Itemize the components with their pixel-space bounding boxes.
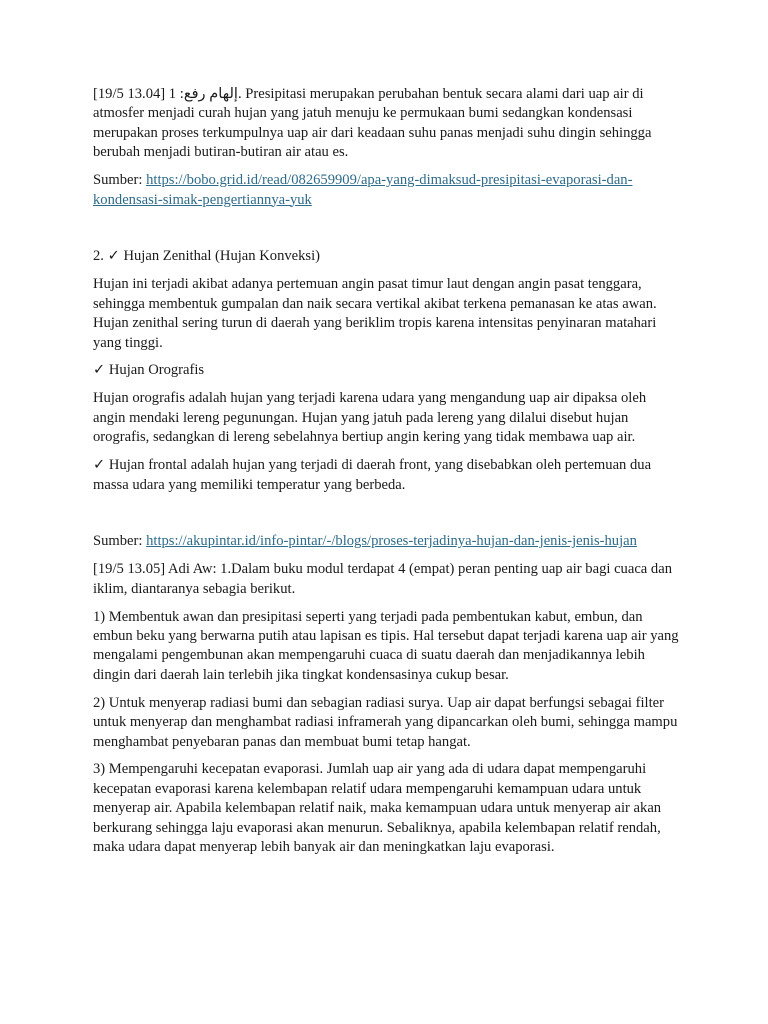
source-line-1 [93, 171, 681, 210]
blank-line [93, 218, 681, 247]
list-item-3: 3) Mempengaruhi kecepatan evaporasi. Jumlah uap air yang ada di udara dapat mempengaruhi kecepatan evaporasi karena kelembapan relatif udara mempengaruhi kemampuan udara untuk menyerap air. Apabila kelembapan relatif naik, maka kemampuan udara untuk menyerap air akan berkurang sehingga laju evaporasi akan menurun. Sebaliknya, apabila kelembapan relatif rendah, maka udara dapat menyerap lebih banyak air dan meningkatkan laju evaporasi. [93, 761, 662, 856]
chat-timestamp-prefix: [19/5 13.04] 1 : [93, 86, 184, 102]
list-item-1: 1) Membentuk awan dan presipitasi seperti yang terjadi pada pembentukan kabut, embun, dan embun beku yang berwarna putih atau lapisan es tipis. Hal tersebut dapat terjadi karena uap air yang mengalami pengembunan akan mempengaruhi cuaca di suatu daerah dan menjadikannya lebih dingin dari daerah lain terlebih jika tingkat kondensasinya cukup besar. [93, 608, 679, 683]
presipitasi-text: . Presipitasi merupakan perubahan bentuk secara alami dari uap air di atmosfer menjadi curah hujan yang jatuh menuju ke permukaan bumi sedangkan kondensasi merupakan proses terkumpulnya uap air dari keadaan suhu panas menjadi suhu dingin sehingga berubah menjadi butiran-butiran air atau es. [93, 86, 652, 161]
paragraph-hujan-orografis: Hujan orografis adalah hujan yang terjadi karena udara yang mengandung uap air dipaksa oleh angin mendaki lereng pegunungan. Hujan yang jatuh pada lereng yang dilalui disebut hujan orografis, sedangkan di lereng sebelahnya bertiup angin kering yang tidak membawa uap air. [93, 390, 647, 446]
paragraph-adi-intro: [19/5 13.05] Adi Aw: 1.Dalam buku modul terdapat 4 (empat) peran penting uap air bagi cuaca dan iklim, diantaranya sebagia berikut. [93, 561, 672, 597]
source-link-akupintar[interactable]: https://akupintar.id/info-pintar/-/blogs/proses-terjadinya-hujan-dan-jenis-jenis-hujan [146, 533, 637, 550]
document-page [93, 85, 681, 866]
heading-hujan-orografis: ✓ Hujan Orografis [93, 362, 205, 379]
paragraph-presipitasi [93, 85, 681, 163]
heading-hujan-zenithal: 2. ✓ Hujan Zenithal (Hujan Konveksi) [93, 248, 321, 265]
source-line-2 [93, 532, 681, 551]
source-label: Sumber: [93, 172, 147, 189]
list-item-2: 2) Untuk menyerap radiasi bumi dan sebagian radiasi surya. Uap air dapat berfungsi sebagai filter untuk menyerap dan menghambat radiasi inframerah yang dipancarkan oleh bumi, sehingga mampu menghambat penyebaran panas dan membuat bumi tetap hangat. [93, 694, 678, 750]
paragraph-hujan-zenithal: Hujan ini terjadi akibat adanya pertemuan angin pasat timur laut dengan angin pasat tenggara, sehingga membentuk gumpalan dan naik secara vertikal akibat terkena pemanasan ke atas awan. Hujan zenithal sering turun di daerah yang beriklim tropis karena intensitas penyinaran matahari yang tinggi. [93, 276, 657, 351]
paragraph-hujan-frontal: ✓ Hujan frontal adalah hujan yang terjadi di daerah front, yang disebabkan oleh pertemuan dua massa udara yang memiliki temperatur yang berbeda. [93, 457, 652, 493]
source-label: Sumber: [93, 533, 147, 550]
arabic-sender-name: إلهام رفع [183, 86, 238, 102]
source-link-bobo[interactable]: https://bobo.grid.id/read/082659909/apa-yang-dimaksud-presipitasi-evaporasi-dan-kondensasi-simak-pengertiannya-yuk [93, 172, 633, 208]
blank-line [93, 503, 681, 532]
